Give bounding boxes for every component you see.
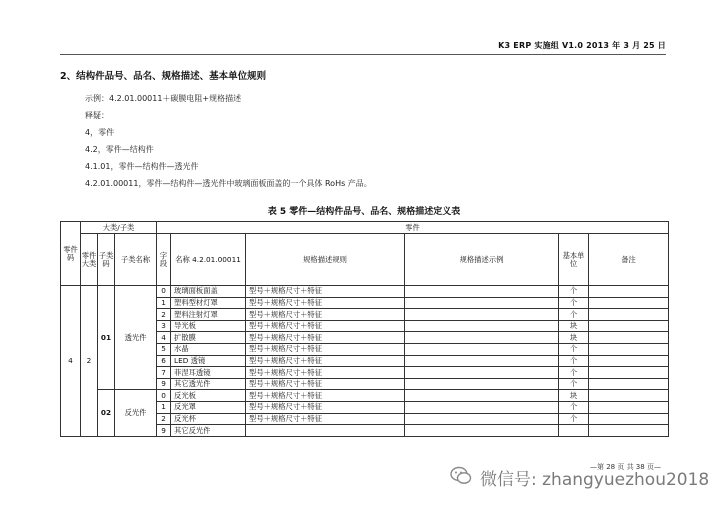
sub-name-cell: 反光件 (115, 390, 157, 436)
spec-example-cell (405, 401, 559, 413)
spec-rule-cell: 型号＋规格尺寸＋特征 (246, 390, 405, 402)
name-cell: 反光板 (171, 390, 246, 402)
header-sub-code: 子类码 (98, 234, 115, 286)
unit-cell: 个 (559, 343, 589, 355)
spec-example-cell (405, 309, 559, 321)
spec-example-cell (405, 320, 559, 332)
field-cell: 4 (157, 332, 171, 344)
sub-code-cell: 01 (98, 286, 115, 390)
spec-rule-cell: 型号＋规格尺寸＋特征 (246, 309, 405, 321)
unit-cell: 块 (559, 320, 589, 332)
name-cell: 导光板 (171, 320, 246, 332)
note-cell (589, 425, 669, 437)
spec-example-cell (405, 286, 559, 298)
header-unit: 基本单位 (559, 234, 589, 286)
field-cell: 0 (157, 286, 171, 298)
unit-cell: 个 (559, 286, 589, 298)
definition-table (60, 221, 669, 437)
clarify-line: 释疑： (85, 111, 109, 120)
note-cell (589, 401, 669, 413)
name-cell: 扩散膜 (171, 332, 246, 344)
unit-cell (559, 425, 589, 437)
rule-line-2: 4.2，零件—结构件 (85, 145, 154, 154)
field-cell: 3 (157, 320, 171, 332)
rule-line-4: 4.2.01.00011，零件—结构件—透光件中玻璃面板面盖的一个具体 RoHs 产品。 (85, 179, 372, 188)
name-cell: 反光罩 (171, 401, 246, 413)
spec-rule-cell: 型号＋规格尺寸＋特征 (246, 378, 405, 390)
header-sub-name: 子类名称 (115, 234, 157, 286)
field-cell: 1 (157, 401, 171, 413)
field-cell: 7 (157, 367, 171, 379)
unit-cell: 个 (559, 355, 589, 367)
unit-cell: 个 (559, 309, 589, 321)
name-cell: 菲涅耳透镜 (171, 367, 246, 379)
wechat-icon (450, 466, 472, 486)
field-cell: 9 (157, 378, 171, 390)
spec-rule-cell: 型号＋规格尺寸＋特征 (246, 401, 405, 413)
major-code-cell: 2 (81, 286, 98, 437)
spec-example-cell (405, 413, 559, 425)
field-cell: 9 (157, 425, 171, 437)
sub-name-cell: 透光件 (115, 286, 157, 390)
field-cell: 6 (157, 355, 171, 367)
table-row (61, 390, 669, 402)
name-cell: 玻璃面板面盖 (171, 286, 246, 298)
note-cell (589, 413, 669, 425)
spec-rule-cell: 型号＋规格尺寸＋特征 (246, 343, 405, 355)
name-cell: 反光杯 (171, 413, 246, 425)
spec-rule-cell: 型号＋规格尺寸＋特征 (246, 355, 405, 367)
header-part: 零件 (157, 222, 669, 234)
spec-rule-cell: 型号＋规格尺寸＋特征 (246, 297, 405, 309)
field-cell: 1 (157, 297, 171, 309)
spec-rule-cell: 型号＋规格尺寸＋特征 (246, 286, 405, 298)
spec-rule-cell: 型号＋规格尺寸＋特征 (246, 413, 405, 425)
spec-example-cell (405, 332, 559, 344)
section-title: 2、结构件品号、品名、规格描述、基本单位规则 (60, 71, 267, 82)
header-category-group: 大类/子类 (81, 222, 157, 234)
note-cell (589, 309, 669, 321)
name-cell: 塑料注射灯罩 (171, 309, 246, 321)
field-cell: 5 (157, 343, 171, 355)
unit-cell: 个 (559, 401, 589, 413)
name-cell: 其它反光件 (171, 425, 246, 437)
name-cell: 塑料型材灯罩 (171, 297, 246, 309)
header-part-code: 零件码 (61, 222, 81, 286)
header-note: 备注 (589, 234, 669, 286)
field-cell: 2 (157, 309, 171, 321)
spec-rule-cell: 型号＋规格尺寸＋特征 (246, 367, 405, 379)
note-cell (589, 390, 669, 402)
document-header: K3 ERP 实施组 V1.0 2013 年 3 月 25 日 (498, 41, 666, 50)
note-cell (589, 367, 669, 379)
header-spec-rule: 规格描述规则 (246, 234, 405, 286)
unit-cell: 个 (559, 297, 589, 309)
unit-cell: 块 (559, 332, 589, 344)
rule-line-1: 4，零件 (85, 128, 115, 137)
unit-cell: 块 (559, 390, 589, 402)
note-cell (589, 286, 669, 298)
name-cell: LED 透镜 (171, 355, 246, 367)
note-cell (589, 343, 669, 355)
unit-cell: 个 (559, 367, 589, 379)
name-cell: 其它透光件 (171, 378, 246, 390)
spec-example-cell (405, 390, 559, 402)
name-cell: 水晶 (171, 343, 246, 355)
spec-rule-cell (246, 425, 405, 437)
spec-example-cell (405, 367, 559, 379)
field-cell: 2 (157, 413, 171, 425)
spec-rule-cell: 型号＋规格尺寸＋特征 (246, 332, 405, 344)
spec-example-cell (405, 378, 559, 390)
spec-example-cell (405, 355, 559, 367)
note-cell (589, 332, 669, 344)
part-code-cell: 4 (61, 286, 81, 437)
sub-code-cell: 02 (98, 390, 115, 436)
table-caption: 表 5 零件—结构件品号、品名、规格描述定义表 (267, 207, 461, 217)
unit-cell: 个 (559, 378, 589, 390)
watermark-text: 微信号: zhangyuezhou2018 (480, 470, 710, 490)
note-cell (589, 378, 669, 390)
spec-example-cell (405, 343, 559, 355)
rule-line-3: 4.1.01，零件—结构件—透光件 (85, 162, 199, 171)
example-line: 示例：4.2.01.00011＋碳膜电阻+规格描述 (85, 94, 242, 103)
spec-rule-cell: 型号＋规格尺寸＋特征 (246, 320, 405, 332)
spec-example-cell (405, 425, 559, 437)
header-major: 零件大类 (81, 234, 98, 286)
header-rule (60, 54, 666, 55)
header-name: 名称 4.2.01.00011 (171, 234, 246, 286)
table-row (61, 286, 669, 298)
page-number: —第 28 页 共 38 页— (590, 463, 661, 471)
note-cell (589, 320, 669, 332)
spec-example-cell (405, 297, 559, 309)
header-spec-example: 规格描述示例 (405, 234, 559, 286)
unit-cell: 个 (559, 413, 589, 425)
note-cell (589, 297, 669, 309)
note-cell (589, 355, 669, 367)
field-cell: 0 (157, 390, 171, 402)
header-field: 字段 (157, 234, 171, 286)
